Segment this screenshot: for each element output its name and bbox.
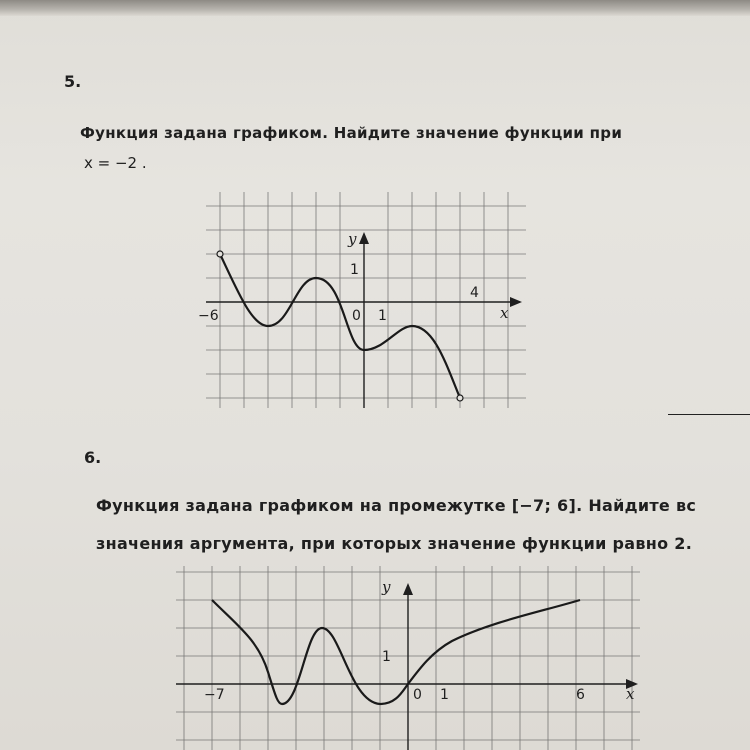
task5-tick-one-x: 1 xyxy=(378,308,387,324)
task6-tick-one-y: 1 xyxy=(382,649,391,665)
task6-x-label: x xyxy=(626,685,635,703)
task6-text-line1: Функция задана графиком на промежутке [−7; 6]. Найдите вс xyxy=(96,496,697,515)
task5-tick-neg6: −6 xyxy=(198,308,219,324)
task6-y-label: y xyxy=(382,578,391,596)
task6-tick-one-x: 1 xyxy=(440,687,449,703)
task5-tick-zero: 0 xyxy=(352,308,361,324)
task5-y-label: y xyxy=(348,230,357,248)
task6-number: 6. xyxy=(84,448,102,467)
task6-tick-neg7: −7 xyxy=(204,687,225,703)
task6-text-line2: значения аргумента, при которых значение функции равно 2. xyxy=(96,534,693,553)
task5-tick-four: 4 xyxy=(470,285,479,301)
task6-function-curve xyxy=(212,600,580,704)
task6-y-arrow xyxy=(403,583,413,595)
task5-number: 5. xyxy=(64,72,82,91)
task5-x-label: x xyxy=(500,304,509,322)
task6-tick-zero: 0 xyxy=(413,687,422,703)
task6-tick-six: 6 xyxy=(576,687,585,703)
task5-text-line2: x = −2 . xyxy=(84,154,147,172)
task5-text-line1: Функция задана графиком. Найдите значение функции при xyxy=(80,124,623,142)
task5-tick-one-y: 1 xyxy=(350,262,359,278)
